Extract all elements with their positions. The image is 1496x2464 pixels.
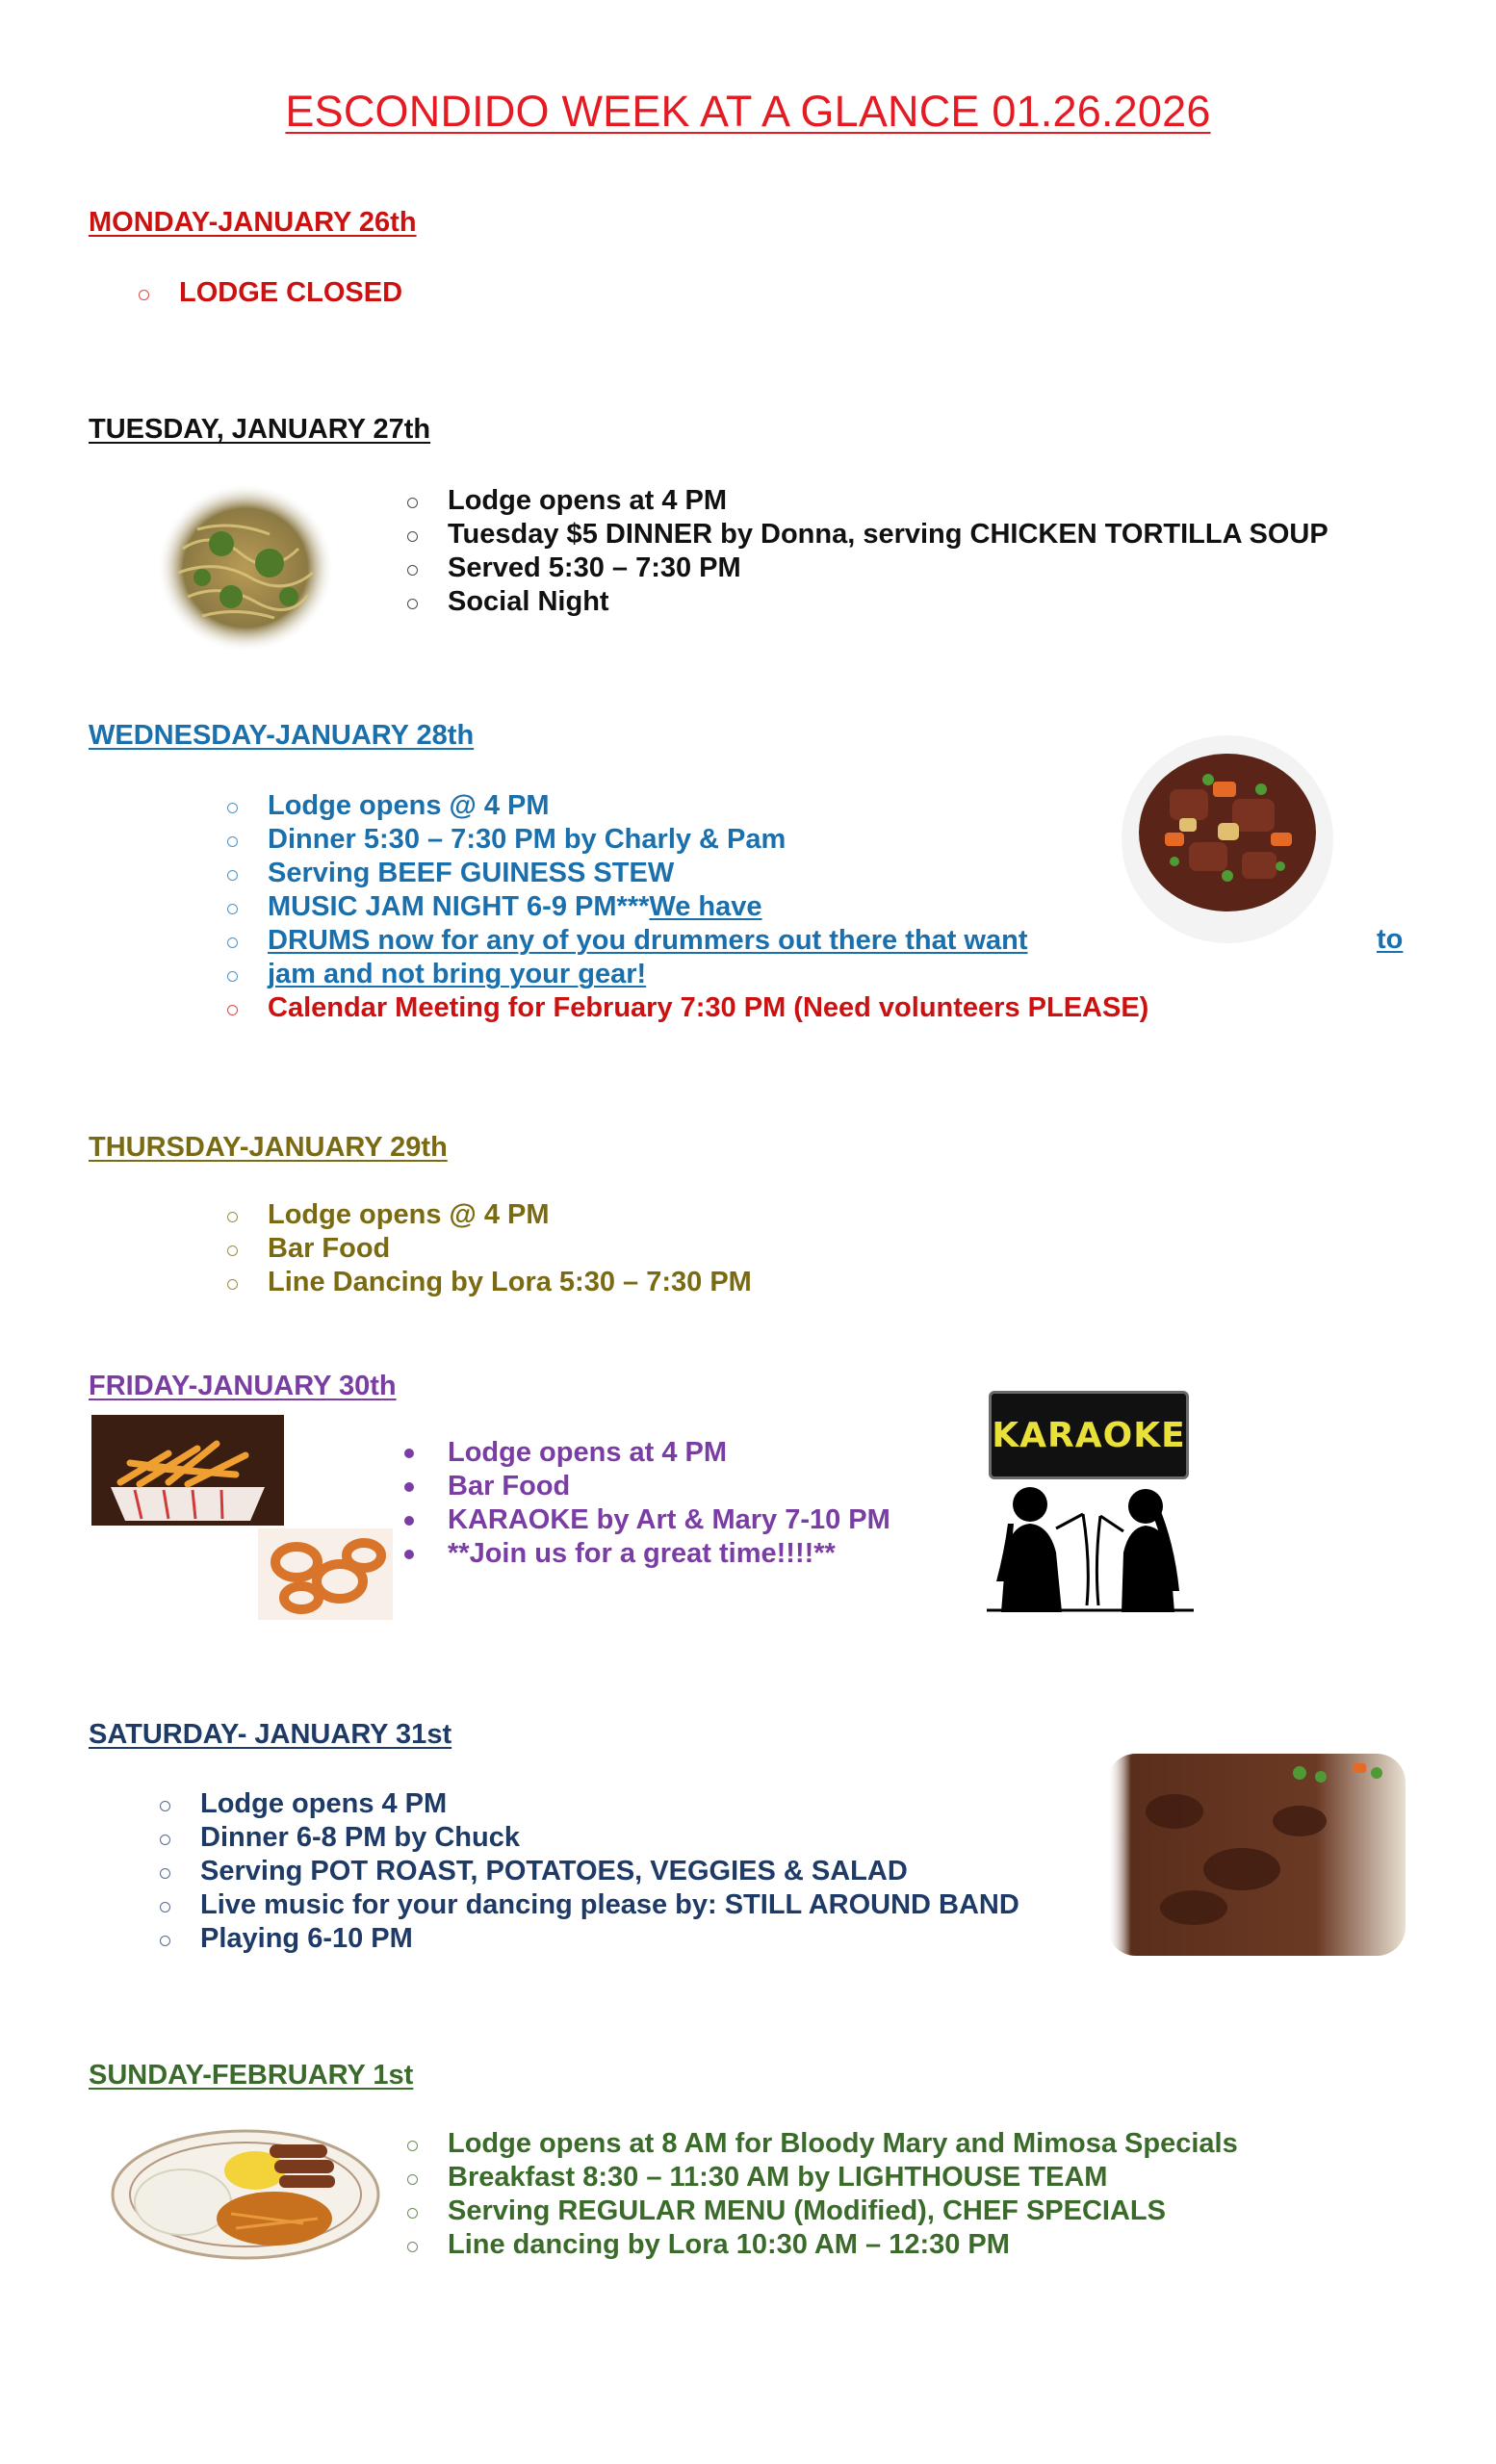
list-item: Lodge opens 4 PM xyxy=(200,1787,1019,1821)
we-have-link[interactable]: We have xyxy=(649,891,762,922)
karaoke-sign xyxy=(989,1391,1189,1479)
monday-heading: MONDAY-JANUARY 26th xyxy=(89,207,417,238)
jam-gear-link[interactable]: jam and not bring your gear! xyxy=(268,959,647,989)
list-item xyxy=(268,958,1148,991)
breakfast-plate-image xyxy=(111,2127,380,2262)
list-item: Lodge opens @ 4 PM xyxy=(268,1198,752,1232)
list-item: Social Night xyxy=(448,585,1328,619)
saturday-list xyxy=(200,1787,1019,1956)
list-item: Line Dancing by Lora 5:30 – 7:30 PM xyxy=(268,1267,752,1297)
list-item: Serving REGULAR MENU (Modified), CHEF SPECIALS xyxy=(448,2194,1238,2228)
onion-rings-image xyxy=(258,1528,393,1620)
list-item: Dinner 6-8 PM by Chuck xyxy=(200,1821,1019,1855)
list-item: Tuesday $5 DINNER by Donna, serving CHICKEN TORTILLA SOUP xyxy=(448,519,1328,550)
thursday-heading: THURSDAY-JANUARY 29th xyxy=(89,1132,448,1163)
to-link[interactable]: to xyxy=(1377,924,1404,955)
friday-heading: FRIDAY-JANUARY 30th xyxy=(89,1371,397,1401)
sunday-heading: SUNDAY-FEBRUARY 1st xyxy=(89,2060,414,2091)
karaoke-sign-text: KARAOKE xyxy=(992,1415,1186,1455)
saturday-heading: SATURDAY- JANUARY 31st xyxy=(89,1719,452,1750)
list-item: Bar Food xyxy=(448,1470,890,1503)
list-item: Bar Food xyxy=(268,1232,752,1266)
fries-image xyxy=(91,1415,284,1526)
wednesday-list xyxy=(268,789,1148,1025)
list-item: Breakfast 8:30 – 11:30 AM by LIGHTHOUSE TEAM xyxy=(448,2161,1238,2194)
karaoke-image xyxy=(987,1391,1194,1612)
pot-roast-image xyxy=(1107,1754,1406,1956)
list-item xyxy=(268,890,1148,924)
list-item xyxy=(268,924,1148,958)
sunday-list xyxy=(448,2127,1238,2262)
music-jam-text: MUSIC JAM NIGHT 6-9 PM*** xyxy=(268,891,650,922)
tuesday-list xyxy=(448,484,1328,619)
list-item: Lodge opens at 4 PM xyxy=(448,484,1328,518)
list-item: Calendar Meeting for February 7:30 PM (Need volunteers PLEASE) xyxy=(268,992,1149,1023)
list-item: Live music for your dancing please by: STILL AROUND BAND xyxy=(200,1889,1019,1920)
list-item: Playing 6-10 PM xyxy=(200,1922,1019,1956)
list-item: Serving BEEF GUINESS STEW xyxy=(268,857,1148,890)
page-title: ESCONDIDO WEEK AT A GLANCE 01.26.2026 xyxy=(285,87,1211,136)
tuesday-heading: TUESDAY, JANUARY 27th xyxy=(89,414,431,445)
drums-link[interactable]: DRUMS now for any of you drummers out there that want xyxy=(268,925,1028,956)
list-item: Serving POT ROAST, POTATOES, VEGGIES & SALAD xyxy=(200,1855,1019,1888)
list-item: Lodge opens at 8 AM for Bloody Mary and Mimosa Specials xyxy=(448,2128,1238,2159)
thursday-list xyxy=(268,1198,752,1299)
list-item: Lodge opens at 4 PM xyxy=(448,1436,890,1470)
beef-stew-image xyxy=(1117,732,1338,948)
list-item: Line dancing by Lora 10:30 AM – 12:30 PM xyxy=(448,2228,1238,2262)
list-item: Lodge opens @ 4 PM xyxy=(268,789,1148,823)
list-item: Dinner 5:30 – 7:30 PM by Charly & Pam xyxy=(268,823,1148,857)
list-item: LODGE CLOSED xyxy=(179,277,403,308)
list-item: Served 5:30 – 7:30 PM xyxy=(448,552,1328,585)
singers-silhouette-icon xyxy=(987,1485,1194,1612)
wednesday-heading: WEDNESDAY-JANUARY 28th xyxy=(89,720,475,751)
noodle-soup-image xyxy=(154,481,337,654)
friday-list xyxy=(448,1436,890,1571)
monday-list xyxy=(179,276,402,310)
list-item: KARAOKE by Art & Mary 7-10 PM xyxy=(448,1504,890,1535)
list-item: **Join us for a great time!!!!** xyxy=(448,1537,890,1571)
